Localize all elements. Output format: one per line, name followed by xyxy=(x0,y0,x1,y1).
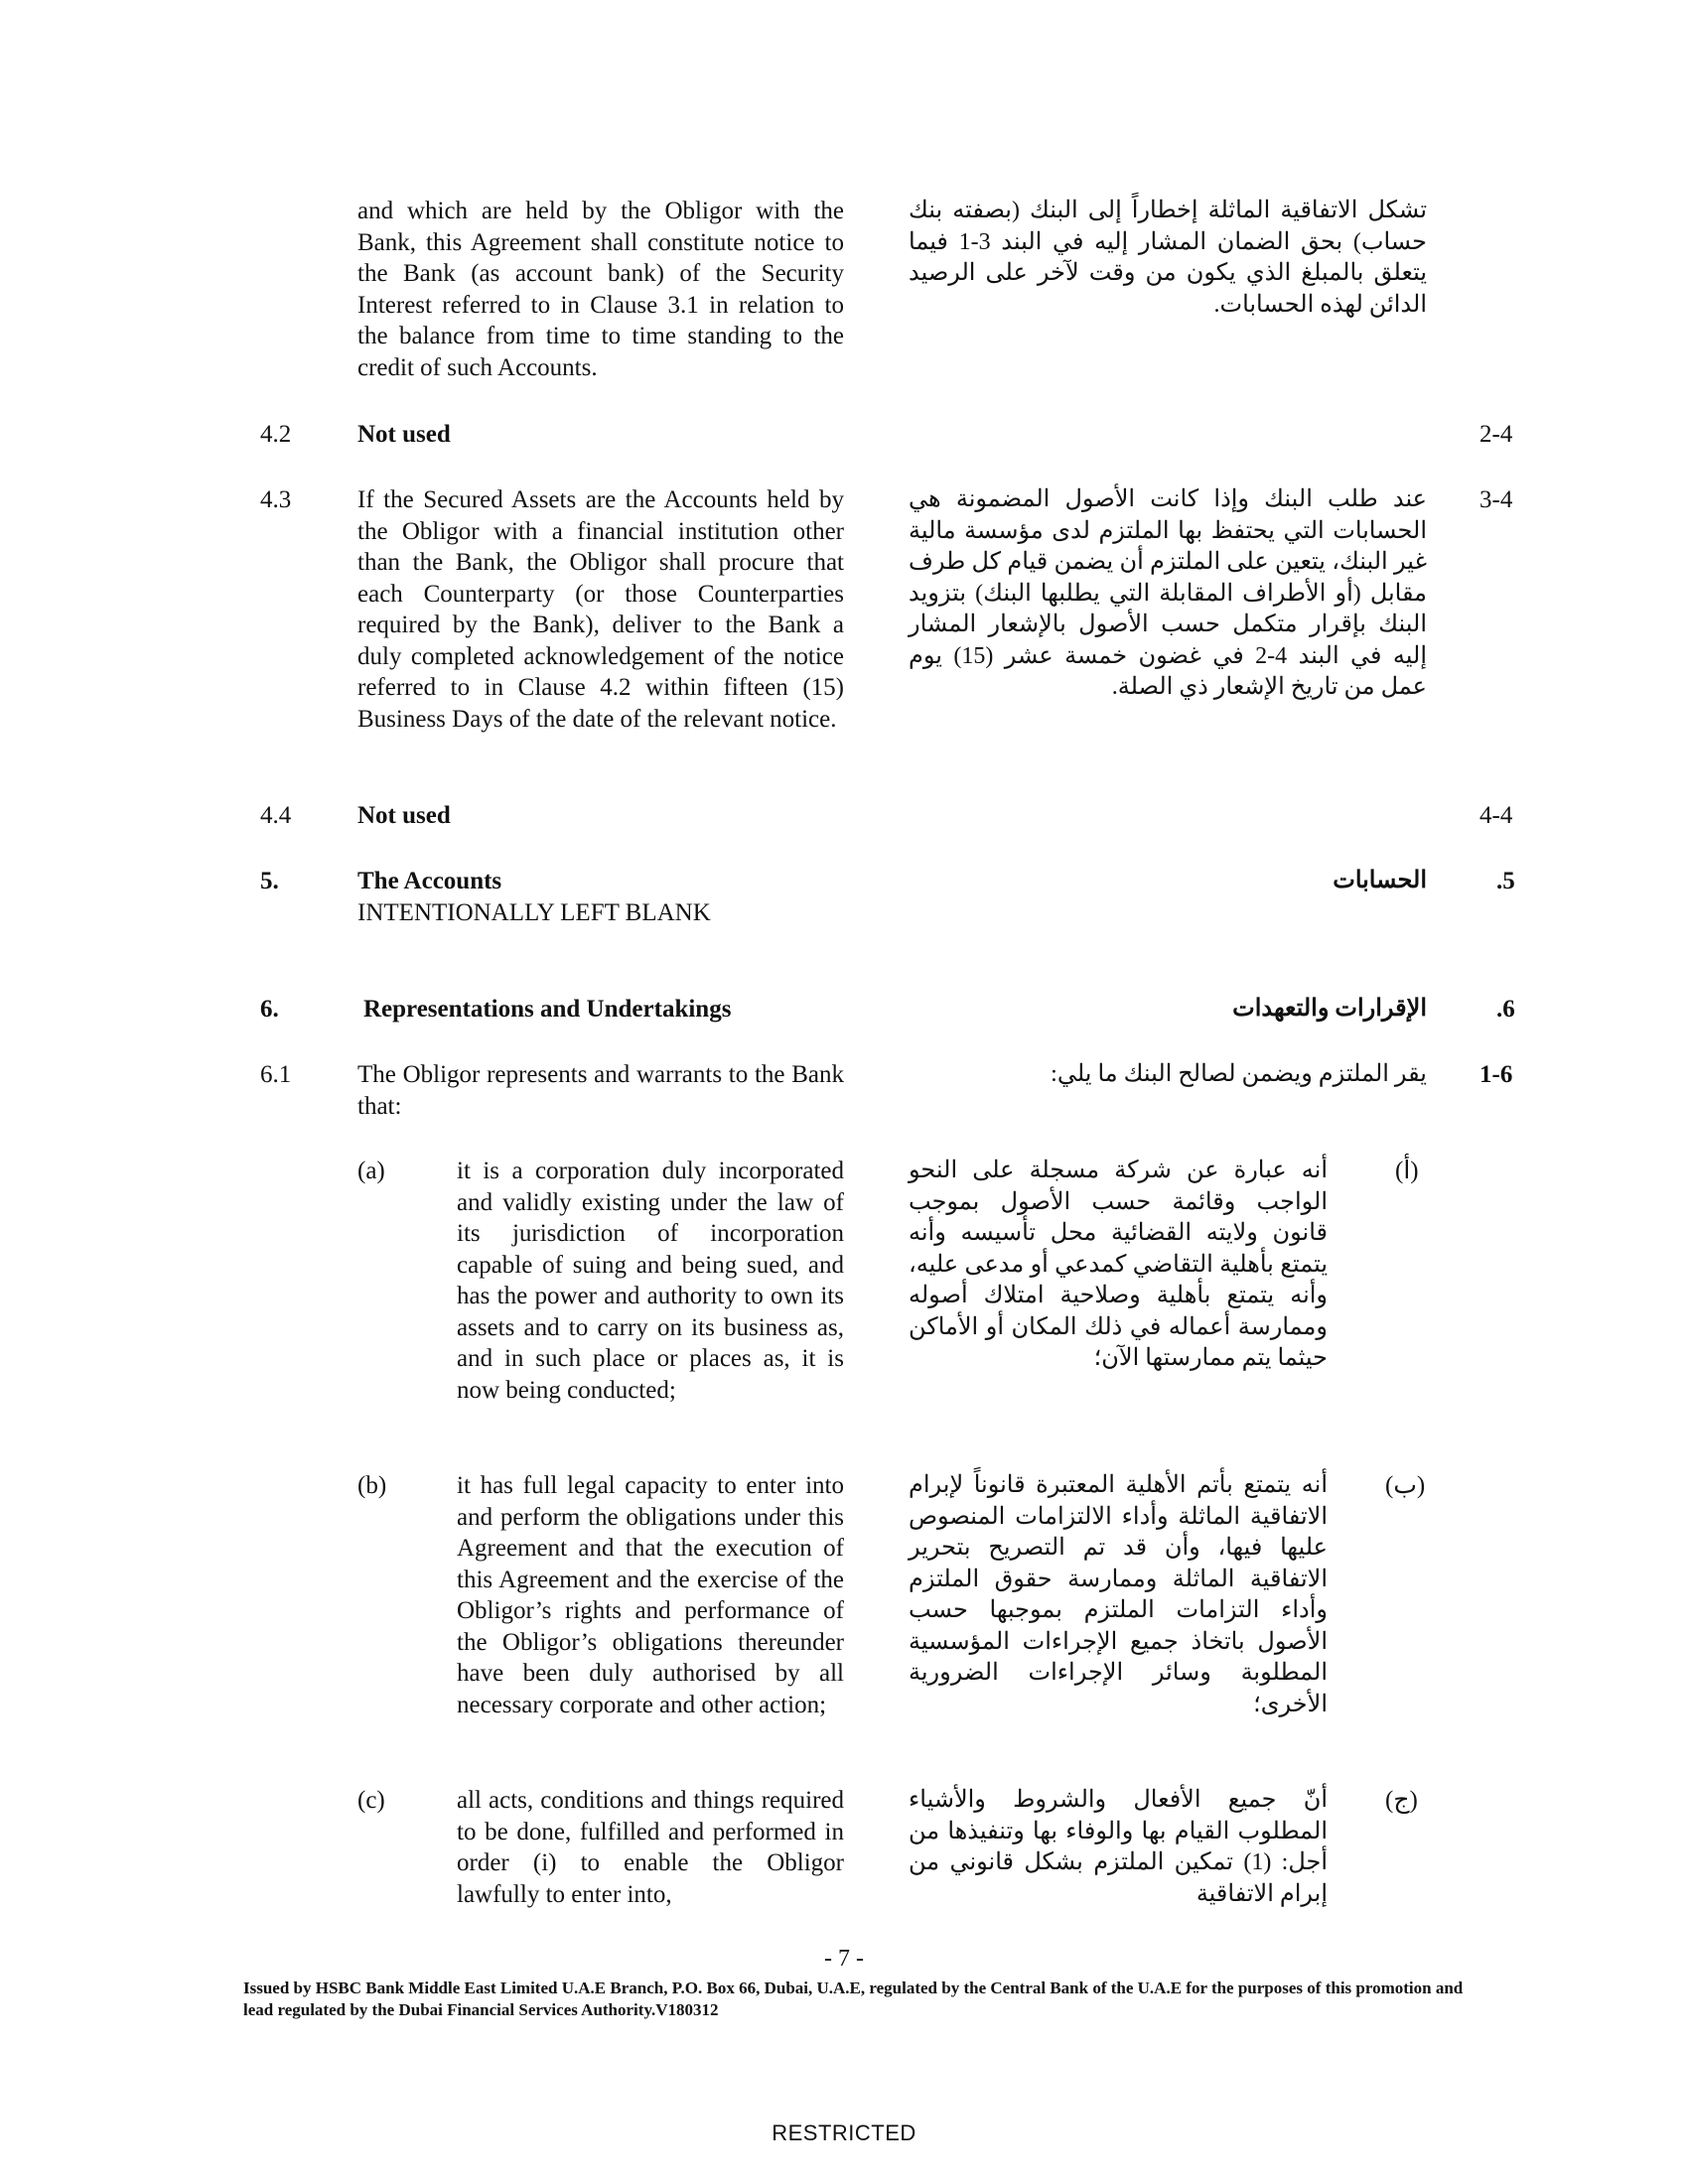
item-c-label: (c) xyxy=(357,1787,385,1814)
page-number: - 7 - xyxy=(824,1946,864,1972)
clause-4-2-number: 4.2 xyxy=(260,421,292,448)
item-c-ar: أنّ جميع الأفعال والشروط والأشياء المطلوب القيام بها والوفاء بها وتنفيذها من أجل: (1) تمكين الملتزم بشكل قانوني من إبرام الاتفاقية xyxy=(909,1787,1329,1907)
section-5-ar-number: .5 xyxy=(1496,868,1515,894)
clause-6-1-ar: يقر الملتزم ويضمن لصالح البنك ما يلي: xyxy=(1051,1061,1427,1087)
restricted-label: RESTRICTED xyxy=(772,2120,916,2145)
section-5-blank-note: INTENTIONALLY LEFT BLANK xyxy=(357,899,711,926)
issuer-footer: Issued by HSBC Bank Middle East Limited U.A.E Branch, P.O. Box 66, Dubai, U.A.E, regulated by the Central Bank of the U.A.E for the purposes of this promotion and lead regulated by the Dubai Financial Services Authority.V180312 xyxy=(243,1979,1464,2019)
item-b-ar-label: (ب) xyxy=(1385,1472,1426,1499)
clause-4-4-number: 4.4 xyxy=(260,802,292,829)
clause-4-4-text: Not used xyxy=(357,802,451,829)
clause-4-2-text: Not used xyxy=(357,421,451,448)
item-a-ar: أنه عبارة عن شركة مسجلة على النحو الواجب وقائمة حسب الأصول بموجب قانون ولايته القضائية محل تأسيسه وأنه يتمتع بأهلية التقاضي كمدعي أو مدعى عليه، وأنه يتمتع بأهلية وصلاحية امتلاك أصوله وممارسة أعماله في ذلك المكان أو الأماكن حيثما يتم ممارستها الآن؛ xyxy=(909,1158,1328,1371)
item-b-label: (b) xyxy=(357,1472,387,1499)
section-5-number: 5. xyxy=(260,868,279,894)
section-6-ar-number: .6 xyxy=(1496,996,1515,1023)
item-b-ar: أنه يتمتع بأتم الأهلية المعتبرة قانوناً لإبرام الاتفاقية الماثلة وأداء الالتزامات المنصوص عليها فيها، وأن قد تم التصريح بتحرير الاتفاقية الماثلة وممارسة حقوق الملتزم وأداء التزامات الملتزم بموجبها حسب الأصول باتخاذ جميع الإجراءات المؤسسية المطلوبة وسائر الإجراءات الضرورية الأخرى؛ xyxy=(909,1472,1328,1717)
continuation-en: and which are held by the Obligor with the Bank, this Agreement shall constitute notice to the Bank (as account bank) of the Security Interest referred to in Clause 3.1 in relation to the balance from time to time standing to the credit of such Accounts. xyxy=(357,198,844,381)
clause-4-3-number: 4.3 xyxy=(260,486,292,513)
section-6-ar-title: الإقرارات والتعهدات xyxy=(1232,996,1427,1022)
clause-6-1-ar-number: 1-6 xyxy=(1479,1061,1513,1088)
clause-6-1-number: 6.1 xyxy=(260,1061,292,1088)
clause-4-4-ar-number: 4-4 xyxy=(1479,802,1513,829)
clause-4-3-ar-number: 3-4 xyxy=(1479,486,1513,513)
section-6-number: 6. xyxy=(260,996,279,1023)
section-5-title: The Accounts xyxy=(357,868,502,894)
continuation-ar: تشكل الاتفاقية الماثلة إخطاراً إلى البنك (بصفته بنك حساب) بحق الضمان المشار إليه في البند 3-1 فيما يتعلق بالمبلغ الذي يكون من وقت لآخر على الرصيد الدائن لهذه الحسابات. xyxy=(909,198,1428,318)
item-a-label: (a) xyxy=(357,1158,385,1184)
clause-4-3-en: If the Secured Assets are the Accounts held by the Obligor with a financial institution other than the Bank, the Obligor shall procure that each Counterparty (or those Counterparties required by the Bank), deliver to the Bank a duly completed acknowledgement of the notice referred to in Clause 4.2 within fifteen (15) Business Days of the date of the relevant notice. xyxy=(357,486,844,733)
clause-6-1-en: The Obligor represents and warrants to the Bank that: xyxy=(357,1061,844,1120)
item-a-en: it is a corporation duly incorporated and validly existing under the law of its jurisdiction of incorporation capable of suing and being sued, and has the power and authority to own its assets and to carry on its business as, and in such place or places as, it is now being conducted; xyxy=(457,1158,844,1404)
clause-4-2-ar-number: 2-4 xyxy=(1479,421,1513,448)
item-a-ar-label: (أ) xyxy=(1395,1158,1419,1184)
section-6-title: Representations and Undertakings xyxy=(363,996,732,1023)
item-b-en: it has full legal capacity to enter into and perform the obligations under this Agreement and that the execution of this Agreement and the exercise of the Obligor’s rights and performance of the Obligor’s obligations thereunder have been duly authorised by all necessary corporate and other action; xyxy=(457,1472,844,1718)
clause-4-3-ar: عند طلب البنك وإذا كانت الأصول المضمونة هي الحسابات التي يحتفظ بها الملتزم لدى مؤسسة مالية غير البنك، يتعين على الملتزم أن يضمن قيام كل طرف مقابل (أو الأطراف المقابلة التي يطلبها البنك) بتزويد البنك بإقرار متكمل حسب الأصول بالإشعار المشار إليه في البند 4-2 في غضون خمسة عشر (15) يوم عمل من تاريخ الإشعار ذي الصلة. xyxy=(909,486,1427,700)
item-c-ar-label: (ج) xyxy=(1385,1787,1418,1814)
item-c-en: all acts, conditions and things required to be done, fulfilled and performed in order (i) to enable the Obligor lawfully to enter into, xyxy=(457,1787,844,1908)
section-5-ar-title: الحسابات xyxy=(1333,868,1427,893)
